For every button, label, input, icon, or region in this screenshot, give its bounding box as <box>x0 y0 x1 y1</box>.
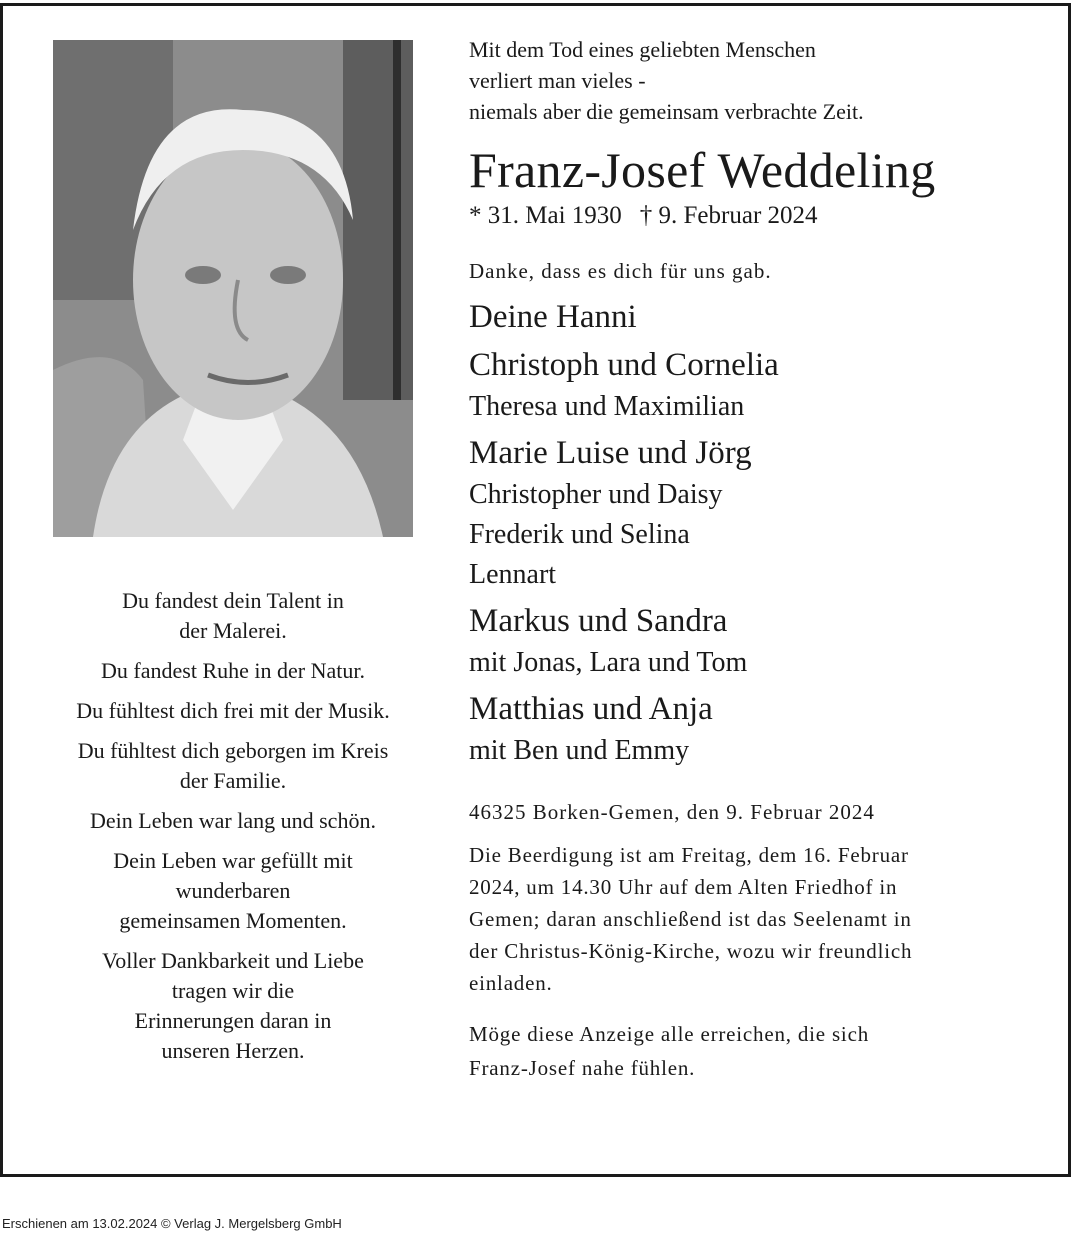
poem-line: Erinnerungen daran in <box>134 1008 332 1033</box>
funeral-line: 2024, um 14.30 Uhr auf dem Alten Friedhof in <box>469 875 898 899</box>
motto-line: niemals aber die gemeinsam verbrachte Zeit. <box>469 99 864 124</box>
poem-line: Du fühltest dich geborgen im Kreis <box>77 738 389 763</box>
closing-wish <box>469 1017 1029 1085</box>
poem-line: Dein Leben war lang und schön. <box>90 808 376 833</box>
poem-verse-2 <box>50 656 416 686</box>
life-dates <box>469 201 1029 231</box>
family-group <box>469 431 1029 595</box>
family-main: Marie Luise und Jörg <box>469 435 752 471</box>
family-main: Markus und Sandra <box>469 603 728 639</box>
poem-verse-4 <box>50 736 416 796</box>
poem-verse-3 <box>50 696 416 726</box>
wish-line: Möge diese Anzeige alle erreichen, die sich <box>469 1022 869 1046</box>
poem-line: Du fandest dein Talent in <box>122 588 344 613</box>
funeral-line: der Christus-König-Kirche, wozu wir freundlich <box>469 939 913 963</box>
poem-verse-5 <box>50 806 416 836</box>
family-group <box>469 687 1029 771</box>
family-sub: Christopher und Daisy <box>469 479 723 510</box>
funeral-line: einladen. <box>469 971 553 995</box>
family-group <box>469 599 1029 683</box>
thanks-line: Danke, dass es dich für uns gab. <box>469 259 772 283</box>
poem-line: Du fandest Ruhe in der Natur. <box>101 658 365 683</box>
family-sub: Lennart <box>469 559 557 590</box>
family-list <box>469 295 1029 771</box>
poem-line: tragen wir die <box>171 978 295 1003</box>
poem-line: gemeinsamen Momenten. <box>119 908 347 933</box>
main-column <box>469 34 1029 1085</box>
family-group <box>469 295 1029 339</box>
poem-line: Du fühltest dich frei mit der Musik. <box>76 698 390 723</box>
poem-verse-1 <box>50 586 416 646</box>
family-main: Deine Hanni <box>469 299 637 335</box>
funeral-info <box>469 839 1029 999</box>
deceased-name: Franz-Josef Weddeling <box>469 142 936 198</box>
poem-line: Dein Leben war gefüllt mit <box>113 848 353 873</box>
wish-line: Franz-Josef nahe fühlen. <box>469 1056 696 1080</box>
portrait-photo <box>53 40 413 537</box>
family-main: Christoph und Cornelia <box>469 347 779 383</box>
death-date: † 9. Februar 2024 <box>639 202 818 229</box>
motto-line: Mit dem Tod eines geliebten Menschen <box>469 37 816 62</box>
poem-line: Voller Dankbarkeit und Liebe <box>102 948 364 973</box>
publication-footer: Erschienen am 13.02.2024 © Verlag J. Mergelsberg GmbH <box>2 1216 342 1231</box>
place-date: 46325 Borken-Gemen, den 9. Februar 2024 <box>469 800 875 824</box>
motto-line: verliert man vieles - <box>469 68 646 93</box>
birth-date: * 31. Mai 1930 <box>469 202 622 229</box>
poem-verse-7 <box>50 946 416 1066</box>
portrait-illustration <box>53 40 413 537</box>
family-sub: mit Ben und Emmy <box>469 735 690 766</box>
family-sub: Theresa und Maximilian <box>469 391 745 422</box>
poem-line: unseren Herzen. <box>161 1038 305 1063</box>
poem-line: der Malerei. <box>179 618 287 643</box>
family-main: Matthias und Anja <box>469 691 713 727</box>
family-sub: Frederik und Selina <box>469 519 690 550</box>
motto <box>469 34 1029 127</box>
funeral-line: Die Beerdigung ist am Freitag, dem 16. Februar <box>469 843 909 867</box>
poem-line: der Familie. <box>179 768 287 793</box>
funeral-line: Gemen; daran anschließend ist das Seelenamt in <box>469 907 912 931</box>
family-group <box>469 343 1029 427</box>
family-sub: mit Jonas, Lara und Tom <box>469 647 748 678</box>
poem <box>50 586 416 1076</box>
poem-line: wunderbaren <box>175 878 291 903</box>
poem-verse-6 <box>50 846 416 936</box>
